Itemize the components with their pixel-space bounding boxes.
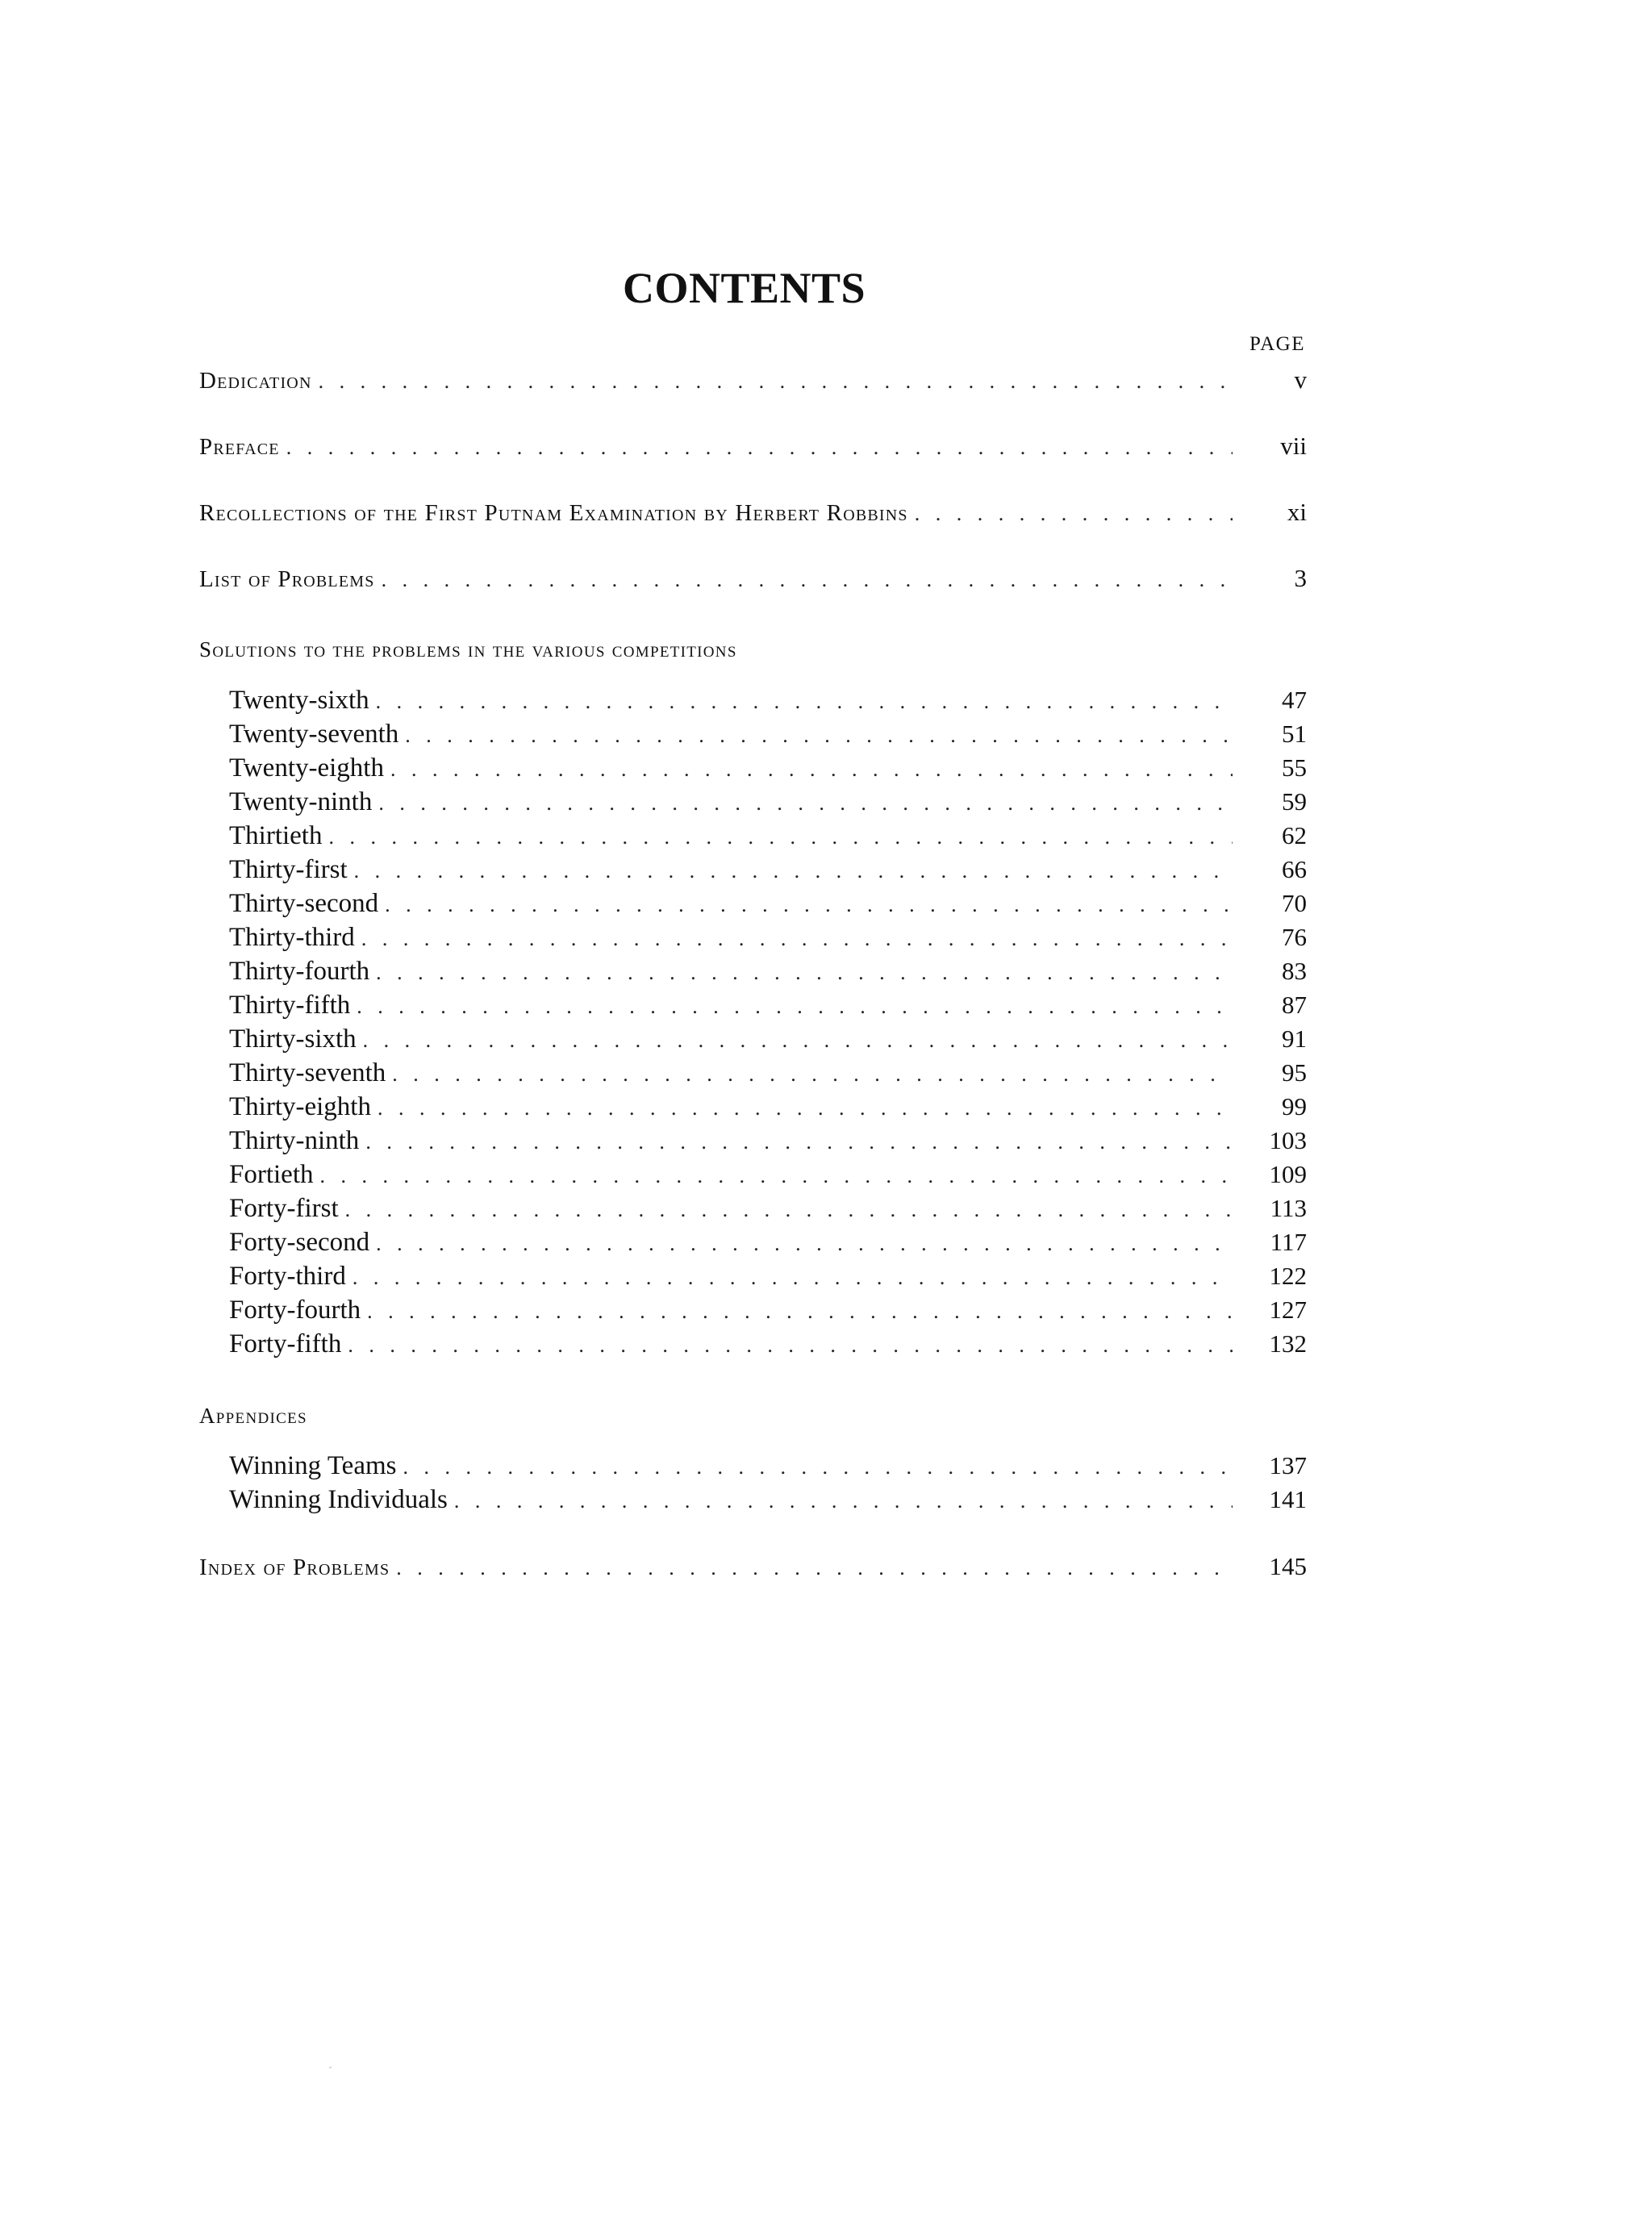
toc-entry-appendix[interactable] <box>229 1485 1307 1521</box>
leader-dots <box>376 690 1233 714</box>
page-column-label: PAGE <box>1249 333 1305 355</box>
toc-entry-page: 137 <box>1269 1451 1307 1479</box>
toc-entry-label: Forty-first <box>229 1194 339 1223</box>
toc-entry-page: 3 <box>1294 564 1307 592</box>
leader-dots <box>396 1556 1233 1580</box>
leader-dots <box>354 859 1233 883</box>
leader-dots <box>286 436 1233 460</box>
toc-entry-page: 66 <box>1282 855 1307 883</box>
toc-entry-page: 141 <box>1269 1485 1307 1513</box>
leader-dots <box>403 1455 1233 1479</box>
toc-entry-label: List of Problems <box>199 566 375 592</box>
toc-entry-label: Thirty-eighth <box>229 1092 371 1121</box>
toc-entry-solution[interactable] <box>229 1160 1307 1196</box>
toc-entry-label: Twenty-seventh <box>229 720 399 749</box>
toc-entry-solution[interactable] <box>229 889 1307 924</box>
toc-entry-page: 95 <box>1282 1058 1307 1087</box>
leader-dots <box>319 369 1233 394</box>
toc-entry-page: 109 <box>1269 1160 1307 1188</box>
toc-entry-page: 70 <box>1282 889 1307 917</box>
leader-dots <box>390 757 1233 782</box>
toc-entry-label: Fortieth <box>229 1160 314 1189</box>
toc-entry-label: Twenty-eighth <box>229 753 384 782</box>
toc-entry-page: 122 <box>1269 1262 1307 1290</box>
toc-entry-label: Preface <box>199 434 280 460</box>
toc-entry-page: 103 <box>1269 1126 1307 1154</box>
toc-entry-solution[interactable] <box>229 923 1307 958</box>
toc-entry-solution[interactable] <box>229 1024 1307 1060</box>
toc-entry-page: 91 <box>1282 1024 1307 1053</box>
toc-entry-solution[interactable] <box>229 1092 1307 1128</box>
leader-dots <box>361 927 1233 951</box>
toc-entry-solution[interactable] <box>229 957 1307 992</box>
toc-entry-recollections[interactable] <box>199 498 1307 533</box>
toc-entry-solution[interactable] <box>229 1058 1307 1094</box>
leader-dots <box>353 1266 1233 1290</box>
toc-entry-page: 87 <box>1282 991 1307 1019</box>
toc-entry-page: 99 <box>1282 1092 1307 1120</box>
toc-entry-page: 47 <box>1282 686 1307 714</box>
toc-entry-label: Twenty-sixth <box>229 686 369 715</box>
toc-entry-page: 113 <box>1270 1194 1307 1222</box>
leader-dots <box>382 568 1233 592</box>
leader-dots <box>357 995 1233 1019</box>
leader-dots <box>378 791 1233 816</box>
toc-entry-page: xi <box>1287 498 1307 526</box>
toc-entry-page: 127 <box>1269 1296 1307 1324</box>
toc-entry-solution[interactable] <box>229 753 1307 789</box>
toc-entry-label: Twenty-ninth <box>229 787 373 816</box>
toc-entry-label: Thirty-seventh <box>229 1058 386 1087</box>
toc-entry-page: 51 <box>1282 720 1307 748</box>
toc-entry-solution[interactable] <box>229 1262 1307 1297</box>
toc-entry-solution[interactable] <box>229 1296 1307 1331</box>
toc-entry-label: Thirty-second <box>229 889 379 918</box>
leader-dots <box>405 724 1233 748</box>
toc-entry-solution[interactable] <box>229 787 1307 823</box>
toc-entry-solution[interactable] <box>229 821 1307 857</box>
toc-entry-solution[interactable] <box>229 991 1307 1026</box>
toc-entry-label: Forty-third <box>229 1262 346 1291</box>
toc-entry-solution[interactable] <box>229 855 1307 891</box>
toc-entry-appendix[interactable] <box>229 1451 1307 1487</box>
toc-entry-label: Recollections of the First Putnam Examination by Herbert Robbins <box>199 500 908 526</box>
leader-dots <box>345 1198 1233 1222</box>
toc-entry-label: Thirty-sixth <box>229 1024 357 1054</box>
toc-entry-solution[interactable] <box>229 1329 1307 1365</box>
toc-entry-preface[interactable] <box>199 432 1307 467</box>
toc-entry-label: Dedication <box>199 368 312 394</box>
toc-entry-page: vii <box>1280 432 1307 460</box>
leader-dots <box>365 1130 1233 1154</box>
leader-dots <box>328 825 1233 849</box>
toc-entry-page: 55 <box>1282 753 1307 782</box>
toc-entry-label: Thirty-fifth <box>229 991 351 1020</box>
toc-entry-label: Forty-second <box>229 1228 370 1257</box>
toc-entry-dedication[interactable] <box>199 365 1307 401</box>
toc-entry-page: 145 <box>1269 1552 1307 1580</box>
toc-entry-list-of-problems[interactable] <box>199 564 1307 599</box>
leader-dots <box>454 1489 1233 1513</box>
toc-entry-index-of-problems[interactable] <box>199 1552 1307 1588</box>
toc-entry-label: Forty-fourth <box>229 1296 361 1325</box>
toc-entry-solution[interactable] <box>229 720 1307 755</box>
toc-entry-label: Thirty-ninth <box>229 1126 360 1155</box>
toc-entry-label: Thirty-first <box>229 855 348 884</box>
toc-entry-solution[interactable] <box>229 1126 1307 1162</box>
leader-dots <box>363 1029 1233 1053</box>
toc-entry-label: Thirtieth <box>229 821 323 850</box>
solutions-section-heading: Solutions to the problems in the various competitions <box>199 637 737 661</box>
toc-entry-page: 83 <box>1282 957 1307 985</box>
page-title: CONTENTS <box>622 264 866 312</box>
toc-entry-page: 76 <box>1282 923 1307 951</box>
toc-entry-page: 132 <box>1269 1329 1307 1358</box>
toc-entry-label: Index of Problems <box>199 1554 390 1580</box>
leader-dots <box>376 1232 1233 1256</box>
leader-dots <box>915 502 1233 526</box>
toc-entry-label: Winning Teams <box>229 1451 397 1480</box>
leader-dots <box>385 893 1233 917</box>
leader-dots <box>348 1333 1233 1358</box>
toc-entry-label: Winning Individuals <box>229 1485 448 1514</box>
scan-speck <box>329 2067 332 2068</box>
toc-entry-label: Forty-fifth <box>229 1329 342 1358</box>
leader-dots <box>392 1062 1233 1087</box>
toc-entry-page: 62 <box>1282 821 1307 849</box>
appendices-section-heading: Appendices <box>199 1404 307 1428</box>
toc-entry-label: Thirty-third <box>229 923 355 952</box>
toc-entry-solution[interactable] <box>229 1228 1307 1263</box>
leader-dots <box>378 1096 1233 1120</box>
toc-entry-page: 59 <box>1282 787 1307 816</box>
toc-entry-page: v <box>1294 365 1307 394</box>
toc-entry-solution[interactable] <box>229 686 1307 721</box>
leader-dots <box>320 1164 1233 1188</box>
leader-dots <box>367 1300 1233 1324</box>
toc-entry-page: 117 <box>1270 1228 1307 1256</box>
leader-dots <box>376 961 1233 985</box>
toc-entry-label: Thirty-fourth <box>229 957 370 986</box>
toc-entry-solution[interactable] <box>229 1194 1307 1229</box>
